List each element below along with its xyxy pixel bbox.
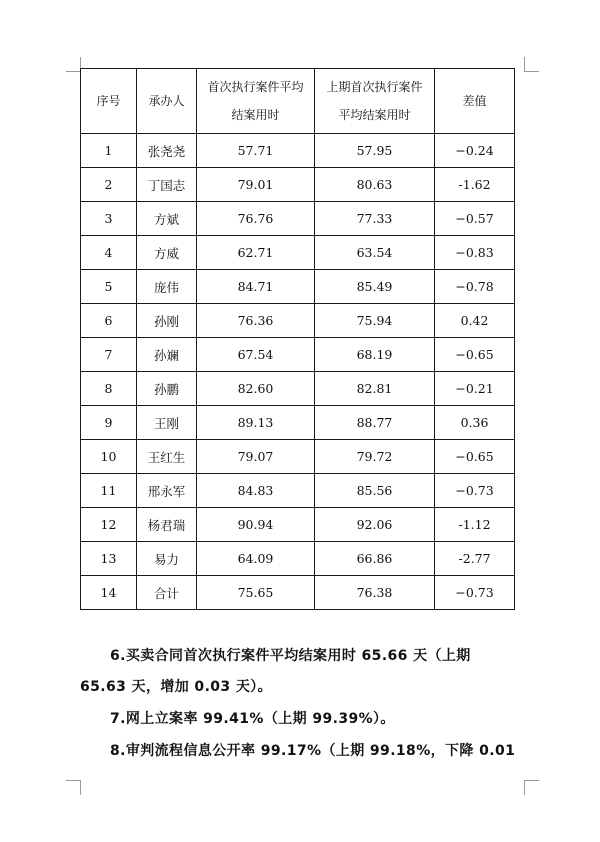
cell-diff: −0.73 <box>435 576 515 610</box>
cell-name: 孙刚 <box>137 304 197 338</box>
cell-current: 76.36 <box>197 304 315 338</box>
crop-mark-top-right <box>524 57 539 72</box>
cell-name: 王刚 <box>137 406 197 440</box>
cell-name: 王红生 <box>137 440 197 474</box>
header-previous-line2: 平均结案用时 <box>338 108 411 122</box>
paragraph-online-filing-rate: 7.网上立案率 99.41%（上期 99.39%）。 <box>110 711 395 727</box>
cell-seq: 10 <box>81 440 137 474</box>
table-row <box>81 542 515 576</box>
cell-previous: 88.77 <box>315 406 435 440</box>
cell-seq: 12 <box>81 508 137 542</box>
cell-name: 张尧尧 <box>137 134 197 168</box>
table-row <box>81 440 515 474</box>
cell-current: 64.09 <box>197 542 315 576</box>
table-row <box>81 168 515 202</box>
cell-name: 方斌 <box>137 202 197 236</box>
cell-seq: 6 <box>81 304 137 338</box>
cell-diff: −0.57 <box>435 202 515 236</box>
cell-name: 孙鹏 <box>137 372 197 406</box>
cell-previous: 80.63 <box>315 168 435 202</box>
table-row <box>81 134 515 168</box>
paragraph-process-disclosure-rate: 8.审判流程信息公开率 99.17%（上期 99.18%，下降 0.01 <box>110 743 516 759</box>
cell-current: 75.65 <box>197 576 315 610</box>
cell-seq: 8 <box>81 372 137 406</box>
cell-name: 庞伟 <box>137 270 197 304</box>
cell-seq: 11 <box>81 474 137 508</box>
cell-diff: −0.73 <box>435 474 515 508</box>
cell-seq: 9 <box>81 406 137 440</box>
cell-seq: 14 <box>81 576 137 610</box>
cell-seq: 13 <box>81 542 137 576</box>
cell-seq: 3 <box>81 202 137 236</box>
cell-diff: −0.83 <box>435 236 515 270</box>
table-row <box>81 338 515 372</box>
crop-mark-bottom-right <box>524 780 539 795</box>
cell-current: 84.83 <box>197 474 315 508</box>
cell-previous: 79.72 <box>315 440 435 474</box>
header-handler: 承办人 <box>137 69 197 134</box>
cell-diff: −0.65 <box>435 440 515 474</box>
cell-diff: −0.21 <box>435 372 515 406</box>
case-time-table <box>80 68 515 610</box>
paragraph-contract-case-time: 6.买卖合同首次执行案件平均结案用时 65.66 天（上期 <box>110 648 471 664</box>
cell-diff: −0.65 <box>435 338 515 372</box>
cell-name: 合计 <box>137 576 197 610</box>
cell-current: 84.71 <box>197 270 315 304</box>
cell-diff: −0.78 <box>435 270 515 304</box>
table-row <box>81 508 515 542</box>
cell-previous: 63.54 <box>315 236 435 270</box>
cell-current: 79.07 <box>197 440 315 474</box>
table-row <box>81 304 515 338</box>
header-current-line2: 结案用时 <box>231 108 280 122</box>
cell-current: 57.71 <box>197 134 315 168</box>
cell-current: 82.60 <box>197 372 315 406</box>
crop-mark-top-left <box>66 57 81 72</box>
cell-current: 67.54 <box>197 338 315 372</box>
cell-previous: 85.49 <box>315 270 435 304</box>
cell-seq: 4 <box>81 236 137 270</box>
cell-seq: 5 <box>81 270 137 304</box>
table-row <box>81 236 515 270</box>
header-seq: 序号 <box>81 69 137 134</box>
cell-diff: 0.36 <box>435 406 515 440</box>
crop-mark-bottom-left <box>66 780 81 795</box>
cell-name: 方威 <box>137 236 197 270</box>
cell-current: 90.94 <box>197 508 315 542</box>
cell-current: 76.76 <box>197 202 315 236</box>
table-row <box>81 406 515 440</box>
cell-current: 89.13 <box>197 406 315 440</box>
cell-name: 易力 <box>137 542 197 576</box>
cell-previous: 66.86 <box>315 542 435 576</box>
cell-name: 邢永军 <box>137 474 197 508</box>
cell-diff: −0.24 <box>435 134 515 168</box>
header-diff: 差值 <box>435 69 515 134</box>
cell-previous: 76.38 <box>315 576 435 610</box>
cell-seq: 7 <box>81 338 137 372</box>
cell-seq: 2 <box>81 168 137 202</box>
cell-previous: 75.94 <box>315 304 435 338</box>
cell-seq: 1 <box>81 134 137 168</box>
header-current-line1: 首次执行案件平均 <box>207 80 304 94</box>
cell-previous: 92.06 <box>315 508 435 542</box>
cell-previous: 68.19 <box>315 338 435 372</box>
table-row <box>81 372 515 406</box>
table-row <box>81 202 515 236</box>
cell-name: 孙斓 <box>137 338 197 372</box>
paragraph-contract-case-time-cont: 65.63 天，增加 0.03 天）。 <box>80 679 273 695</box>
table-row <box>81 270 515 304</box>
cell-name: 丁国志 <box>137 168 197 202</box>
table-row <box>81 474 515 508</box>
cell-previous: 85.56 <box>315 474 435 508</box>
cell-name: 杨君瑞 <box>137 508 197 542</box>
cell-diff: -1.12 <box>435 508 515 542</box>
cell-previous: 57.95 <box>315 134 435 168</box>
header-previous-line1: 上期首次执行案件 <box>326 80 423 94</box>
cell-diff: -1.62 <box>435 168 515 202</box>
cell-previous: 77.33 <box>315 202 435 236</box>
cell-current: 79.01 <box>197 168 315 202</box>
header-current-avg <box>197 69 315 134</box>
cell-diff: -2.77 <box>435 542 515 576</box>
table-header-row <box>81 69 515 134</box>
cell-current: 62.71 <box>197 236 315 270</box>
header-previous-avg <box>315 69 435 134</box>
cell-previous: 82.81 <box>315 372 435 406</box>
cell-diff: 0.42 <box>435 304 515 338</box>
table-row-total <box>81 576 515 610</box>
